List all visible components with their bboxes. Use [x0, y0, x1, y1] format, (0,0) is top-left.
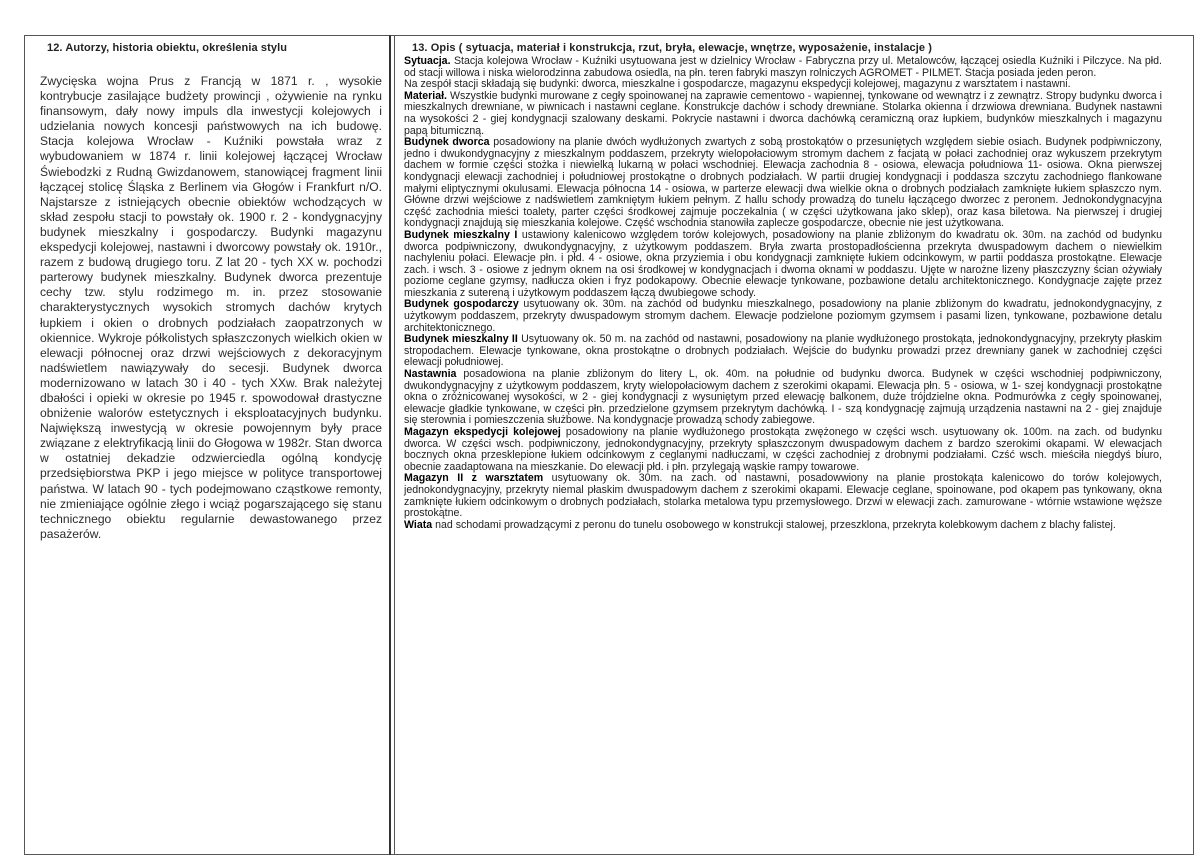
paragraph-lead: Magazyn ekspedycji kolejowej: [404, 426, 561, 438]
paragraph-lead: Budynek gospodarczy: [404, 298, 519, 311]
paragraph-lead: Wiata: [404, 518, 433, 531]
paragraph-body: Na zespół stacji składają się budynki: dworca, mieszkalne i gospodarcze, magazynu ekspedycji kolejowej, magazynu z warsztatem i nastawni.: [404, 78, 1071, 91]
description-paragraph: [404, 427, 1162, 473]
paragraph-body: ustawiony kalenicowo względem torów kolejowych, posadowiony na planie zbliżonym do kwadratu ok. 30m. na zachód od budynku dworca podpiwniczony, dwukondygnacyjny, z użytkowym poddaszem. Bryła zwarta prostopadłościenna przekryta dwuspadowym dachem o niewielkim nachyleniu połaci. Elewacje płn. i płd. 4 - osiowe, okna przyziemia i obu kondygnacji zamknięte łukiem odcinkowym, w partii poddasza prostokątne. Elewacje zach. i wsch. 3 - osiowe z jednym oknem na osi środkowej w kondygnacjach i dwoma oknami w poddaszu. Ujęte w narożne lizeny płaszczyzny ścian ożywiały poziome ceglane gzymsy, nadłucza okien i fryz podokapowy. Obecnie elewacje tynkowane, pozbawione detalu architektonicznego. Kondygnacje zajęte przez mieszkania z sutereną i użytkowym poddaszem łączą dwubiegowe schody.: [404, 228, 1162, 299]
paragraph-body: posadowiony na planie wydłużonego prostokąta zwężonego w części wsch. usytuowany ok. 100m. na zach. od budynku dworca. W części wsch. podpiwniczony, jednokondygnacyjny, przekryty spłaszczonym dwuspadowym dachem z bardzo szerokimi okapami. W elewacjach bocznych okna przesklepione łukiem odcinkowym z ceglanymi nadłuczami, w części zachodniej z drobnymi podziałami. Czść wsch. mieściła niegdyś biuro, obecnie zaadaptowana na mieszkanie. Do elewacji płd. i płn. przylegają wąskie rampy towarowe.: [404, 426, 1162, 473]
history-text: Zwycięska wojna Prus z Francją w 1871 r. , wysokie kontrybucje zasilające budżety prowincji , ożywienie na rynku finansowym, dały nowy impuls dla inwestycji kolejowych i udzielania nowych koncesji państwowych na ich budowę. Stacja kolejowa Wrocław - Kuźniki powstała wraz z wybudowaniem w 1874 r. linii kolejowej łączącej Wrocław Świebodzki z Rudną Gwizdanowem, stanowiącej fragment linii łączącej stolicę Śląska z Berlinem via Głogów i Frankfurt n/O. Najstarsze z istniejących obecnie obiektów wchodzących w skład zespołu stacji to powstały ok. 1900 r. 2 - kondygnacyjny budynek mieszkalny i gospodarczy. Budynki magazynu ekspedycji kolejowej, nastawni i dworcowy powstały ok. 1910r., razem z budową drugiego toru. Z lat 20 - tych XX w. pochodzi parterowy budynek mieszkalny. Budynek dworca prezentuje cechy tzw. stylu rodzimego m. in. przez stosowanie charakterystycznych wysokich stromych dachów krytych łupkiem i okien o drobnych podziałach zaopatrzonych w okiennice. Wykroje półkolistych spłaszczonych wielkich okien w elewacji północnej oraz drzwi wejściowych z dekoracyjnym nadświetlem nawiązywały do secesji. Budynek dworca modernizowano w latach 30 i 40 - tych XXw. Brak należytej dbałości i opieki w okresie po 1945 r. spowodował drastyczne obniżenie walorów estetycznych i eksploatacyjnych budynku. Największą inwestycją w okresie powojennym były prace związane z elektryfikacją linii do Głogowa w 1982r. Stan dworca w ostatniej dekadzie odzwierciedla ogólną kondycję przedsiębiorstwa PKP i jego miejsce w polityce transportowej państwa. W latach 90 - tych podejmowano cząstkowe remonty, nie zmieniające ogólnie złego i wciąż pogarszającego się stanu technicznego obiektu regularnie dewastowanego przez pasażerów.: [40, 74, 382, 541]
description-paragraph: [404, 369, 1162, 427]
paragraph-body: usytuowany ok. 30m. na zachód od budynku mieszkalnego, posadowiony na planie zbliżonym do kwadratu, jednokondygnacyjny, z użytkowym poddaszem, przekryty dwuspadowym stromym dachem. Elewacje podzielone poziomym gzymsem i pasami lizen, tynkowane, pozbawione detalu architektonicznego.: [404, 298, 1162, 334]
description-text: [404, 56, 1162, 531]
paragraph-body: Stacja kolejowa Wrocław - Kuźniki usytuowana jest w dzielnicy Wrocław - Fabryczna przy ul. Metalowców, łączącej osiedla Kuźniki i Pilczyce. Na płd. od stacji willowa i niska wielorodzinna zabudowa osiedla, na płn. teren fabryki maszyn rolniczych AGROMET - PILMET. Stacja posiada jeden peron.: [404, 55, 1162, 79]
paragraph-body: Usytuowany ok. 50 m. na zachód od nastawni, posadowiony na planie wydłużonego prostokąta, jednokondygnacyjny, przekryty płaskim stropodachem. Elewacje tynkowane, okna prostokątne o drobnych podziałach. Wejście do budynku prowadzi przez drewniany ganek w zachodniej części elewacji południowej.: [404, 333, 1162, 369]
paragraph-lead: Sytuacja.: [404, 55, 451, 67]
paragraph-body: posadowiona na planie zbliżonym do litery L, ok. 40m. na południe od budynku dworca. Budynek w części wschodniej podpiwniczony, dwukondygnacyjny z użytkowym poddaszem, kryty wielopołaciowym dachem z szerokimi okapami. Elewacja płn. 5 - osiowa, w 1- szej kondygnacji prostokątne okna o zróżnicowanej wysokości, w 2 - giej kondygnacji z wysuniętym przed elewację balkonem, duże trójdzielne okna. Podmurówka z cegły spoinowanej, elewacje gładkie tynkowane, w części płn. przedzielone gzymsem przekrytym dachówką. I - szą kondygnację zajmują urządzenia nastawni na 2 - giej znajduje się sterownia i pomieszczenia służbowe. Na kondygnacje prowadzą schody zabiegowe.: [404, 368, 1162, 427]
paragraph-lead: Budynek mieszkalny I: [404, 228, 518, 241]
description-paragraph: [404, 299, 1162, 334]
description-paragraph: [404, 520, 1162, 532]
description-column: [404, 40, 1162, 531]
paragraph-lead: Magazyn II z warsztatem: [404, 472, 544, 485]
paragraph-lead: Nastawnia: [404, 368, 457, 381]
column-divider-thin: [394, 35, 395, 855]
paragraph-body: posadowiony na planie dwóch wydłużonych zwartych z sobą prostokątów o przesuniętych względem siebie osiach. Budynek podpiwniczony, jedno i dwukondygnacyjny z mieszkalnym poddaszem, przekryty wielopołaciowym stromym dachem z facjatą w połaci zachodniej oraz wykuszem przekrytym dachem w formie części stożka i niewielką lukarną w połaci wschodniej. Elewacja zachodnia 8 - osiowa, elewacja południowa 11- osiowa. Okna pierwszej kondygnacji elewacji zachodniej i południowej prostokątne o drobnych podziałach. W partii drugiej kondygnacji i poddasza szczytu zachodniego flankowane małymi eliptycznymi okulusami. Elewacja północna 14 - osiowa, w parterze elewacji dwa wielkie okna o drobnych podziałach zamknięte łukiem spłaszczo nym. Główne drzwi wejściowe z nadświetlem zamkniętym łukiem pełnym. Z hallu schody prowadzą do tunelu łączącego dworzec z peronem. Jednokondygnacyjna część zachodnia mieści toalety, parter części środkowej zajmuje poczekalnia ( w części użytkowana jako sklep), oraz kasa biletowa. Na pierwszej i drugiej kondygnacji znajdują się mieszkania kolejowe. Część wschodnia stanowiła zaplecze gospodarcze, obecnie nie jest użytkowana.: [404, 136, 1162, 230]
description-paragraph: [404, 91, 1162, 137]
history-column: [37, 40, 382, 542]
paragraph-lead: Budynek mieszkalny II: [404, 333, 518, 346]
description-paragraph: [404, 137, 1162, 230]
history-section-title: 12. Autorzy, historia obiektu, określenia stylu: [47, 42, 288, 54]
paragraph-lead: Materiał.: [404, 89, 447, 102]
description-paragraph: [404, 473, 1162, 519]
paragraph-body: Wszystkie budynki murowane z cegły spoinowanej na zaprawie cementowo - wapiennej, tynkowane od wewnątrz i z zewnątrz. Stropy budynku dworca i mieszkalnych drewniane, w piwnicach i nastawni ceglane. Konstrukcje dachów i schody drewniane. Stolarka okienna i drzwiowa drewniana. Budynek nastawni na wysokości 2 - giej kondygnacji szalowany deskami. Pokrycie nastawni i dworca dachówką ceramiczną oraz łupkiem, budynków mieszkalnych i magazynu papą bitumiczną.: [404, 89, 1162, 137]
description-paragraph: [404, 230, 1162, 300]
paragraph-body: nad schodami prowadzącymi z peronu do tunelu osobowego w konstrukcji stalowej, przeszklona, przekryta kolebkowym dachem z blachy falistej.: [432, 518, 1116, 531]
column-divider: [389, 35, 391, 855]
description-paragraph: [404, 334, 1162, 369]
description-section-title: 13. Opis ( sytuacja, materiał i konstrukcja, rzut, bryła, elewacje, wnętrze, wyposażenie, instalacje ): [412, 42, 933, 54]
description-paragraph: [404, 56, 1162, 79]
paragraph-lead: Budynek dworca: [404, 136, 490, 149]
paragraph-body: usytuowany ok. 30m. na zach. od nastawni, posadowwiony na planie prostokąta kalenicowo do torów kolejowych, jednokondygnacyjny, przekryty niemal płaskim dwuspadowym dachem z szerokimi okapami. Elewacje ceglane, spoinowane, pod okapem pas tynkowany, okna zamknięte łukiem odcinkowym o drobnych podziałach, stolarka metalowa typu przemysłowego. Drzwi w elewacji zach. zamurowane - wtórnie wstawione węższe prostokątne.: [404, 472, 1162, 520]
